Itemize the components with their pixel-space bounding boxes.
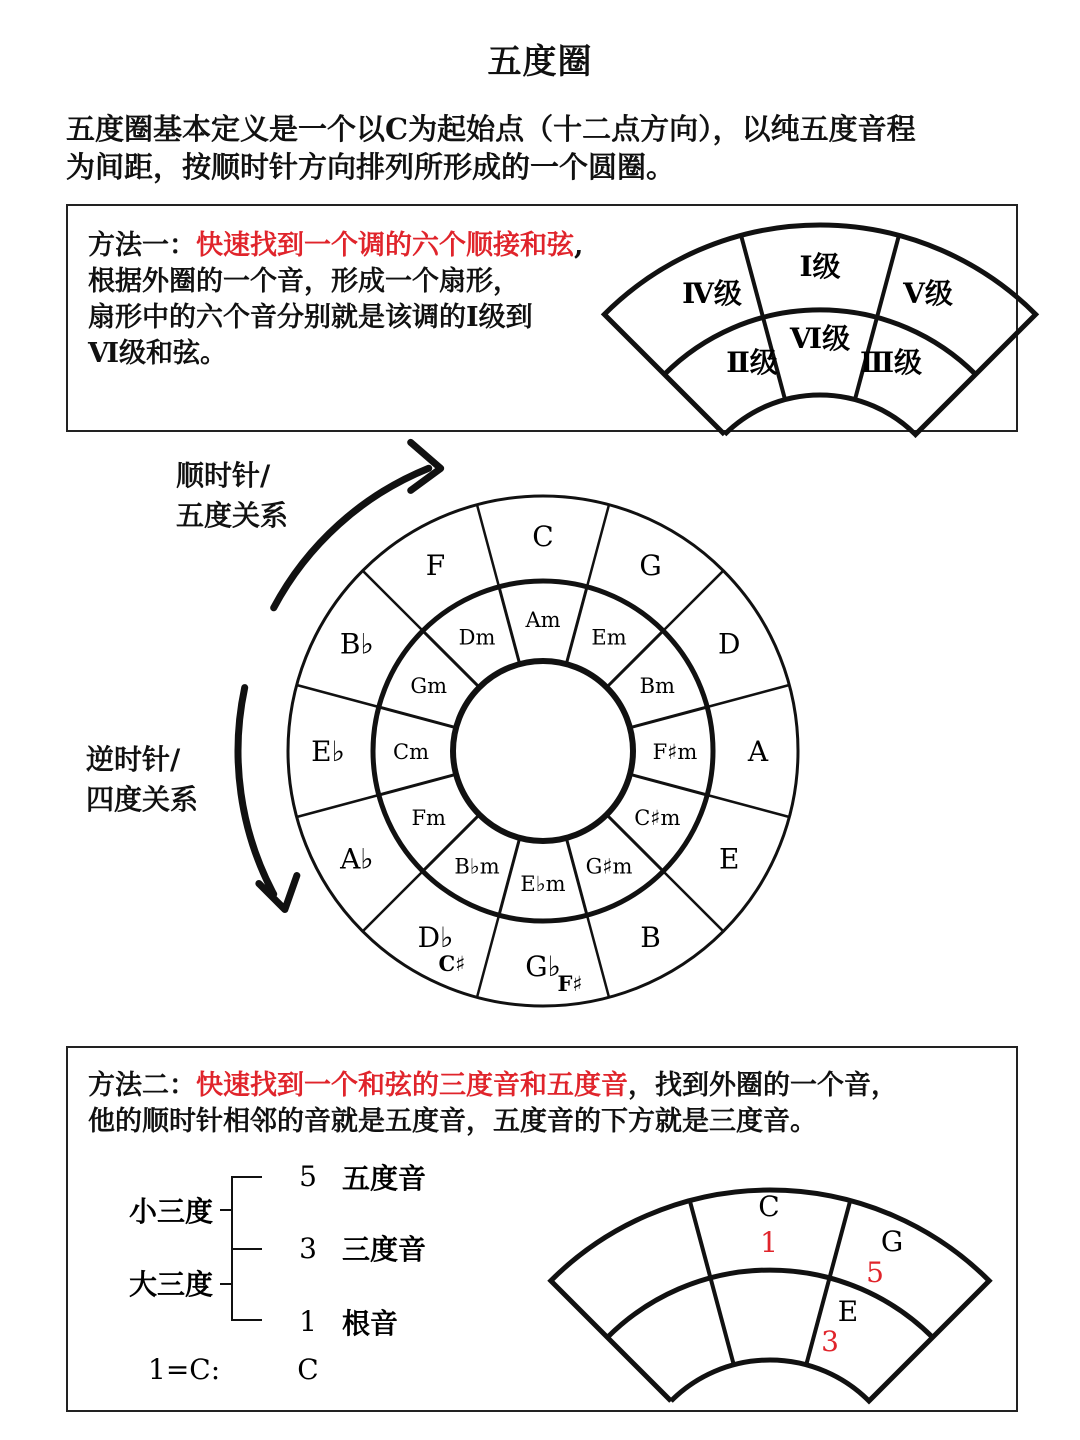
method2-line-2: 他的顺时针相邻的音就是五度音，五度音的下方就是三度音。 (88, 1106, 817, 1137)
fan1-degree-I: Ⅰ级 (799, 250, 841, 283)
fan2-note-g: G (880, 1225, 904, 1258)
fan2-note-e: E (837, 1295, 859, 1328)
bracket-ticks (220, 1210, 262, 1284)
method1-line-3: 扇形中的六个音分别就是该调的Ⅰ级到 (88, 302, 533, 333)
outer-sector-divider (587, 915, 609, 997)
intro-line-1: 五度圈基本定义是一个以C为起始点（十二点方向），以纯五度音程 (66, 112, 916, 146)
degree-3-number: 3 (299, 1232, 317, 1265)
outer-key-label: B (640, 921, 661, 955)
outer-sector-divider (297, 795, 379, 817)
inner-key-label: Dm (458, 625, 496, 650)
inner-ring-edge (453, 661, 633, 841)
fan1-outer-divider (877, 235, 899, 317)
intro-line-2: 为间距，按顺时针方向排列所形成的一个圆圈。 (66, 150, 676, 184)
enharmonic-csharp: C♯ (438, 951, 466, 976)
fan2-outer-divider (690, 1201, 711, 1278)
outer-key-label: A♭ (340, 842, 374, 876)
outer-sector-divider (477, 505, 499, 587)
fan1-degree-II: Ⅱ级 (726, 346, 778, 379)
degree-1-number: 1 (299, 1305, 317, 1338)
inner-key-label: E♭m (520, 872, 566, 896)
outer-sector-divider (707, 795, 789, 817)
inner-key-labels (393, 608, 697, 896)
clockwise-line-1: 顺时针/ (176, 459, 271, 492)
key-note: C (297, 1353, 319, 1386)
outer-key-label: G (639, 548, 662, 582)
inner-sector-divider (379, 707, 456, 728)
outer-key-label: B♭ (339, 627, 374, 661)
outer-sector-divider (587, 505, 609, 587)
outer-key-label: A (747, 735, 769, 768)
fan1-degree-IV: Ⅳ级 (682, 277, 742, 310)
method1-label: 方法一： (88, 230, 196, 261)
fan2-num-1: 1 (760, 1226, 778, 1259)
inner-key-label: Bm (639, 674, 675, 698)
fan2-inner-divider (710, 1278, 733, 1365)
inner-key-label: C♯m (634, 806, 681, 830)
degree-5-number: 5 (299, 1160, 317, 1193)
method2-label: 方法二： (88, 1070, 196, 1101)
outer-sector-divider (297, 685, 379, 707)
outer-sector-divider (363, 871, 423, 931)
clockwise-line-2: 五度关系 (176, 499, 289, 532)
enharmonic-fsharp: F♯ (557, 971, 583, 996)
method2-tail: ，找到外圈的一个音， (628, 1070, 898, 1101)
outer-key-label: C (532, 520, 554, 553)
major-third-label: 大三度 (128, 1268, 213, 1301)
minor-third-label: 小三度 (128, 1195, 213, 1228)
method2-highlight: 快速找到一个和弦的三度音和五度音 (196, 1070, 628, 1101)
counterclockwise-line-2: 四度关系 (86, 783, 199, 816)
outer-sector-divider (663, 571, 723, 631)
inner-sector-divider (566, 838, 587, 915)
inner-key-label: G♯m (585, 854, 633, 879)
outer-key-label: G♭ (525, 950, 561, 983)
fan1-degree-V: Ⅴ级 (903, 277, 953, 310)
degree-1-name: 根音 (342, 1307, 399, 1340)
inner-sector-divider (566, 587, 587, 664)
key-label: 1=C: (148, 1353, 221, 1386)
outer-sector-divider (707, 685, 789, 707)
inner-key-label: Am (525, 608, 561, 632)
inner-key-label: Cm (393, 740, 429, 764)
fan2-num-3: 3 (821, 1325, 839, 1358)
inner-sector-divider (379, 774, 456, 795)
fan2-num-5: 5 (866, 1256, 884, 1289)
fan2-note-c: C (758, 1190, 780, 1223)
fan1-degree-III: Ⅲ级 (859, 346, 923, 379)
outer-sector-divider (477, 915, 499, 997)
outer-key-label: E♭ (311, 735, 345, 768)
inner-key-label: B♭m (454, 854, 500, 879)
inner-key-label: Em (591, 625, 627, 650)
counterclockwise-arrow (238, 688, 274, 895)
method1-line-2: 根据外圈的一个音，形成一个扇形， (88, 266, 520, 297)
inner-sector-divider (630, 774, 707, 795)
method2-fan (551, 1190, 989, 1401)
inner-sector-divider (499, 838, 520, 915)
fan2-outer-divider (830, 1201, 851, 1278)
outer-key-label: E (718, 842, 740, 876)
inner-key-label: Gm (410, 674, 448, 698)
method1-highlight: 快速找到一个调的六个顺接和弦 (196, 230, 574, 261)
method1-fan (604, 225, 1035, 435)
circle-of-fifths (288, 496, 798, 1006)
inner-key-label: F♯m (652, 740, 698, 764)
counterclockwise-line-1: 逆时针/ (86, 743, 181, 776)
degree-3-name: 三度音 (342, 1233, 427, 1266)
outer-key-label: F (425, 548, 446, 582)
fan1-outer-divider (741, 235, 763, 317)
page-title: 五度圈 (487, 42, 593, 82)
inner-key-label: Fm (411, 806, 446, 830)
inner-sector-divider (499, 587, 520, 664)
inner-sector-divider (630, 707, 707, 728)
outer-key-label: D (717, 627, 741, 661)
method1-line-4: Ⅵ级和弦。 (88, 338, 228, 369)
method1-tail: , (574, 230, 584, 261)
fan1-degree-VI: Ⅵ级 (789, 322, 851, 355)
interval-bracket (129, 1160, 426, 1386)
degree-5-name: 五度音 (342, 1162, 427, 1195)
outer-key-label: D♭ (417, 921, 454, 955)
outer-sector-divider (663, 871, 723, 931)
outer-sector-divider (363, 571, 423, 631)
